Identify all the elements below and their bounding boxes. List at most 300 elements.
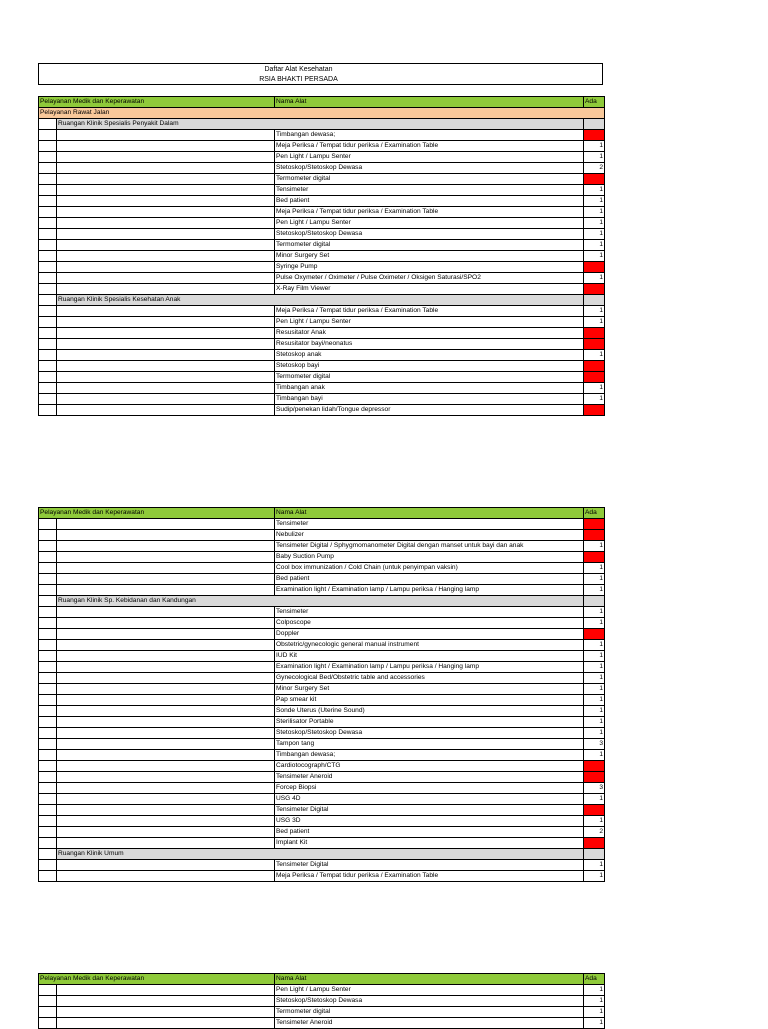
service-cell — [57, 394, 275, 405]
available-qty: 0 — [584, 772, 605, 783]
table-row — [39, 240, 605, 251]
equipment-name: Timbangan anak — [275, 383, 584, 394]
equipment-table-3 — [38, 973, 605, 1029]
available-qty: 0 — [584, 328, 605, 339]
indent-cell — [39, 163, 57, 174]
equipment-name: Pen Light / Lampu Senter — [275, 152, 584, 163]
indent-cell — [39, 185, 57, 196]
equipment-name: Stetoskop/Stetoskop Dewasa — [275, 229, 584, 240]
service-cell — [57, 728, 275, 739]
equipment-name: Timbangan dewasa; — [275, 750, 584, 761]
available-qty: 1 — [584, 794, 605, 805]
equipment-name: Pen Light / Lampu Senter — [275, 317, 584, 328]
indent-cell — [39, 361, 57, 372]
service-cell — [57, 328, 275, 339]
table-row — [39, 163, 605, 174]
equipment-name: Pen Light / Lampu Senter — [275, 218, 584, 229]
table-row — [39, 574, 605, 585]
indent-cell — [39, 119, 57, 130]
service-cell — [57, 361, 275, 372]
available-qty: 0 — [584, 552, 605, 563]
service-cell — [57, 860, 275, 871]
indent-cell — [39, 695, 57, 706]
available-qty: 0 — [584, 262, 605, 273]
available-qty: 1 — [584, 618, 605, 629]
service-cell — [57, 196, 275, 207]
section-label: Pelayanan Rawat Jalan — [39, 108, 605, 119]
table-row — [39, 985, 605, 996]
available-qty: 1 — [584, 662, 605, 673]
subsection-row — [39, 849, 605, 860]
indent-cell — [39, 651, 57, 662]
header-equipment-name: Nama Alat — [275, 97, 584, 108]
available-qty: 1 — [584, 240, 605, 251]
available-qty: 0 — [584, 284, 605, 295]
table-row — [39, 783, 605, 794]
header-service: Pelayanan Medik dan Keperawatan — [39, 97, 275, 108]
indent-cell — [39, 207, 57, 218]
equipment-name: Stetoskop anak — [275, 350, 584, 361]
equipment-name: Tensimeter — [275, 185, 584, 196]
indent-cell — [39, 985, 57, 996]
subsection-label: Ruangan Klinik Spesialis Penyakit Dalam — [57, 119, 584, 130]
service-cell — [57, 706, 275, 717]
service-cell — [57, 618, 275, 629]
table-row — [39, 185, 605, 196]
service-cell — [57, 383, 275, 394]
equipment-name: Tensimeter — [275, 607, 584, 618]
indent-cell — [39, 141, 57, 152]
indent-cell — [39, 607, 57, 618]
indent-cell — [39, 130, 57, 141]
indent-cell — [39, 328, 57, 339]
equipment-name: Minor Surgery Set — [275, 251, 584, 262]
indent-cell — [39, 684, 57, 695]
service-cell — [57, 273, 275, 284]
equipment-name: Syringe Pump — [275, 262, 584, 273]
equipment-name: USG 3D — [275, 816, 584, 827]
table-row — [39, 251, 605, 262]
indent-cell — [39, 519, 57, 530]
equipment-name: Tensimeter Digital — [275, 805, 584, 816]
service-cell — [57, 218, 275, 229]
service-cell — [57, 996, 275, 1007]
table-row — [39, 394, 605, 405]
equipment-name: Termometer digital — [275, 1007, 584, 1018]
available-qty: 0 — [584, 339, 605, 350]
table-row — [39, 717, 605, 728]
table-row — [39, 651, 605, 662]
indent-cell — [39, 262, 57, 273]
available-qty: 1 — [584, 251, 605, 262]
equipment-name: Bed patient — [275, 574, 584, 585]
table-row — [39, 284, 605, 295]
table-row — [39, 350, 605, 361]
available-qty: 1 — [584, 640, 605, 651]
service-cell — [57, 607, 275, 618]
subsection-qty-cell — [584, 596, 605, 607]
equipment-name: Colposcope — [275, 618, 584, 629]
table-row — [39, 207, 605, 218]
available-qty: 0 — [584, 530, 605, 541]
equipment-name: Stetoskop/Stetoskop Dewasa — [275, 728, 584, 739]
equipment-name: Meja Periksa / Tempat tidur periksa / Examination Table — [275, 207, 584, 218]
header-service: Pelayanan Medik dan Keperawatan — [39, 974, 275, 985]
table-row — [39, 361, 605, 372]
indent-cell — [39, 640, 57, 651]
service-cell — [57, 794, 275, 805]
equipment-name: Forcep Biopsi — [275, 783, 584, 794]
table-row — [39, 618, 605, 629]
service-cell — [57, 251, 275, 262]
table-row — [39, 141, 605, 152]
equipment-name: Termometer digital — [275, 174, 584, 185]
equipment-name: Tensimeter Digital — [275, 860, 584, 871]
table-row — [39, 816, 605, 827]
equipment-name: Timbangan bayi — [275, 394, 584, 405]
indent-cell — [39, 596, 57, 607]
table-row — [39, 530, 605, 541]
equipment-name: Stetoskop/Stetoskop Dewasa — [275, 996, 584, 1007]
table-header-row — [39, 508, 605, 519]
service-cell — [57, 651, 275, 662]
equipment-name: Tensimeter Aneroid — [275, 1018, 584, 1029]
available-qty: 1 — [584, 306, 605, 317]
indent-cell — [39, 783, 57, 794]
indent-cell — [39, 339, 57, 350]
equipment-name: IUD Kit — [275, 651, 584, 662]
indent-cell — [39, 849, 57, 860]
available-qty: 1 — [584, 229, 605, 240]
indent-cell — [39, 174, 57, 185]
available-qty: 1 — [584, 185, 605, 196]
subsection-qty-cell — [584, 295, 605, 306]
indent-cell — [39, 996, 57, 1007]
indent-cell — [39, 662, 57, 673]
subsection-label: Ruangan Klinik Sp. Kebidanan dan Kandungan — [57, 596, 584, 607]
hospital-name: RSIA BHAKTI PERSADA — [259, 76, 338, 83]
equipment-name: Tampon tang — [275, 739, 584, 750]
service-cell — [57, 185, 275, 196]
equipment-table-1 — [38, 96, 605, 416]
equipment-name: Meja Periksa / Tempat tidur periksa / Examination Table — [275, 306, 584, 317]
indent-cell — [39, 394, 57, 405]
table-row — [39, 996, 605, 1007]
equipment-name: Gynecological Bed/Obstetric table and accessories — [275, 673, 584, 684]
service-cell — [57, 640, 275, 651]
indent-cell — [39, 739, 57, 750]
indent-cell — [39, 251, 57, 262]
equipment-name: Resusitator bayi/neonatus — [275, 339, 584, 350]
table-row — [39, 838, 605, 849]
equipment-name: Sudip/penekan lidah/Tongue depressor — [275, 405, 584, 416]
service-cell — [57, 783, 275, 794]
indent-cell — [39, 772, 57, 783]
equipment-table-2 — [38, 507, 605, 882]
indent-cell — [39, 585, 57, 596]
available-qty: 1 — [584, 985, 605, 996]
indent-cell — [39, 618, 57, 629]
table-row — [39, 695, 605, 706]
indent-cell — [39, 574, 57, 585]
available-qty: 1 — [584, 695, 605, 706]
service-cell — [57, 871, 275, 882]
indent-cell — [39, 728, 57, 739]
table-row — [39, 563, 605, 574]
header-equipment-name: Nama Alat — [275, 508, 584, 519]
equipment-name: Examination light / Examination lamp / Lampu periksa / Hanging lamp — [275, 585, 584, 596]
available-qty: 2 — [584, 827, 605, 838]
service-cell — [57, 772, 275, 783]
indent-cell — [39, 1007, 57, 1018]
indent-cell — [39, 541, 57, 552]
available-qty: 0 — [584, 372, 605, 383]
indent-cell — [39, 860, 57, 871]
indent-cell — [39, 552, 57, 563]
service-cell — [57, 519, 275, 530]
available-qty: 1 — [584, 1018, 605, 1029]
available-qty: 1 — [584, 383, 605, 394]
table-row — [39, 229, 605, 240]
available-qty: 3 — [584, 783, 605, 794]
indent-cell — [39, 827, 57, 838]
service-cell — [57, 350, 275, 361]
service-cell — [57, 372, 275, 383]
service-cell — [57, 662, 275, 673]
available-qty: 1 — [584, 218, 605, 229]
table-row — [39, 739, 605, 750]
table-row — [39, 1018, 605, 1029]
available-qty: 2 — [584, 163, 605, 174]
available-qty: 1 — [584, 394, 605, 405]
table-header-row — [39, 974, 605, 985]
service-cell — [57, 838, 275, 849]
document-title-box — [38, 63, 603, 85]
equipment-name: Sonde Uterus (Uterine Sound) — [275, 706, 584, 717]
service-cell — [57, 827, 275, 838]
indent-cell — [39, 295, 57, 306]
indent-cell — [39, 1018, 57, 1029]
table-row — [39, 706, 605, 717]
indent-cell — [39, 273, 57, 284]
equipment-name: Sterilisator Portable — [275, 717, 584, 728]
equipment-name: Baby Suction Pump — [275, 552, 584, 563]
equipment-name: Bed patient — [275, 196, 584, 207]
indent-cell — [39, 816, 57, 827]
table-row — [39, 541, 605, 552]
indent-cell — [39, 372, 57, 383]
service-cell — [57, 673, 275, 684]
table-row — [39, 585, 605, 596]
indent-cell — [39, 717, 57, 728]
available-qty: 1 — [584, 141, 605, 152]
equipment-name: Resusitator Anak — [275, 328, 584, 339]
indent-cell — [39, 761, 57, 772]
subsection-qty-cell — [584, 119, 605, 130]
header-equipment-name: Nama Alat — [275, 974, 584, 985]
available-qty: 1 — [584, 860, 605, 871]
table-row — [39, 405, 605, 416]
service-cell — [57, 629, 275, 640]
service-cell — [57, 530, 275, 541]
equipment-name: Cool box immunization / Cold Chain (untuk penyimpan vaksin) — [275, 563, 584, 574]
equipment-name: Tensimeter — [275, 519, 584, 530]
available-qty: 1 — [584, 673, 605, 684]
available-qty: 1 — [584, 574, 605, 585]
equipment-name: USG 4D — [275, 794, 584, 805]
indent-cell — [39, 284, 57, 295]
available-qty: 1 — [584, 585, 605, 596]
table-row — [39, 317, 605, 328]
available-qty: 1 — [584, 750, 605, 761]
service-cell — [57, 761, 275, 772]
indent-cell — [39, 794, 57, 805]
header-available: Ada — [584, 508, 605, 519]
service-cell — [57, 985, 275, 996]
available-qty: 0 — [584, 130, 605, 141]
subsection-label: Ruangan Klinik Spesialis Kesehatan Anak — [57, 295, 584, 306]
equipment-name: Meja Periksa / Tempat tidur periksa / Examination Table — [275, 141, 584, 152]
available-qty: 1 — [584, 152, 605, 163]
equipment-name: Termometer digital — [275, 240, 584, 251]
equipment-name: Meja Periksa / Tempat tidur periksa / Examination Table — [275, 871, 584, 882]
indent-cell — [39, 673, 57, 684]
equipment-name: Implant Kit — [275, 838, 584, 849]
subsection-row — [39, 295, 605, 306]
table-row — [39, 684, 605, 695]
section-row — [39, 108, 605, 119]
service-cell — [57, 574, 275, 585]
equipment-name: Pulse Oxymeter / Oximeter / Pulse Oximeter / Oksigen Saturasi/SPO2 — [275, 273, 584, 284]
service-cell — [57, 816, 275, 827]
service-cell — [57, 229, 275, 240]
indent-cell — [39, 706, 57, 717]
subsection-row — [39, 596, 605, 607]
indent-cell — [39, 405, 57, 416]
equipment-name: Doppler — [275, 629, 584, 640]
equipment-name: Minor Surgery Set — [275, 684, 584, 695]
table-row — [39, 328, 605, 339]
indent-cell — [39, 306, 57, 317]
service-cell — [57, 1018, 275, 1029]
table-row — [39, 372, 605, 383]
available-qty: 1 — [584, 317, 605, 328]
service-cell — [57, 739, 275, 750]
equipment-name: Stetoskop/Stetoskop Dewasa — [275, 163, 584, 174]
indent-cell — [39, 805, 57, 816]
table-row — [39, 339, 605, 350]
header-service: Pelayanan Medik dan Keperawatan — [39, 508, 275, 519]
available-qty: 1 — [584, 651, 605, 662]
table-row — [39, 174, 605, 185]
service-cell — [57, 141, 275, 152]
service-cell — [57, 174, 275, 185]
equipment-name: Tensimeter Aneroid — [275, 772, 584, 783]
indent-cell — [39, 871, 57, 882]
indent-cell — [39, 563, 57, 574]
table-row — [39, 130, 605, 141]
table-row — [39, 794, 605, 805]
available-qty: 0 — [584, 761, 605, 772]
indent-cell — [39, 218, 57, 229]
service-cell — [57, 405, 275, 416]
available-qty: 1 — [584, 607, 605, 618]
service-cell — [57, 339, 275, 350]
table-row — [39, 629, 605, 640]
available-qty: 3 — [584, 739, 605, 750]
service-cell — [57, 750, 275, 761]
equipment-name: X-Ray Film Viewer — [275, 284, 584, 295]
equipment-name: Timbangan dewasa; — [275, 130, 584, 141]
table-row — [39, 827, 605, 838]
subsection-label: Ruangan Klinik Umum — [57, 849, 584, 860]
equipment-name: Obstetric/gynecologic general manual instrument — [275, 640, 584, 651]
table-row — [39, 728, 605, 739]
equipment-name: Pen Light / Lampu Senter — [275, 985, 584, 996]
table-row — [39, 552, 605, 563]
available-qty: 1 — [584, 816, 605, 827]
service-cell — [57, 317, 275, 328]
indent-cell — [39, 240, 57, 251]
indent-cell — [39, 350, 57, 361]
available-qty: 0 — [584, 805, 605, 816]
indent-cell — [39, 152, 57, 163]
available-qty: 1 — [584, 196, 605, 207]
table-row — [39, 152, 605, 163]
available-qty: 1 — [584, 273, 605, 284]
table-row — [39, 860, 605, 871]
table-row — [39, 383, 605, 394]
service-cell — [57, 240, 275, 251]
table-row — [39, 607, 605, 618]
indent-cell — [39, 629, 57, 640]
table-row — [39, 262, 605, 273]
service-cell — [57, 284, 275, 295]
equipment-name: Bed patient — [275, 827, 584, 838]
equipment-name: Stetoskop bayi — [275, 361, 584, 372]
table-row — [39, 871, 605, 882]
available-qty: 0 — [584, 361, 605, 372]
table-row — [39, 673, 605, 684]
table-row — [39, 805, 605, 816]
indent-cell — [39, 838, 57, 849]
available-qty: 1 — [584, 684, 605, 695]
available-qty: 0 — [584, 838, 605, 849]
available-qty: 0 — [584, 629, 605, 640]
subsection-row — [39, 119, 605, 130]
service-cell — [57, 262, 275, 273]
document-title: Daftar Alat Kesehatan — [264, 66, 333, 73]
table-row — [39, 662, 605, 673]
service-cell — [57, 130, 275, 141]
indent-cell — [39, 530, 57, 541]
equipment-name: Termometer digital — [275, 372, 584, 383]
table-row — [39, 306, 605, 317]
service-cell — [57, 717, 275, 728]
table-row — [39, 750, 605, 761]
available-qty: 0 — [584, 405, 605, 416]
equipment-name: Nebulizer — [275, 530, 584, 541]
available-qty: 1 — [584, 706, 605, 717]
service-cell — [57, 552, 275, 563]
available-qty: 1 — [584, 871, 605, 882]
service-cell — [57, 805, 275, 816]
service-cell — [57, 207, 275, 218]
table-header-row — [39, 97, 605, 108]
table-row — [39, 640, 605, 651]
indent-cell — [39, 750, 57, 761]
service-cell — [57, 163, 275, 174]
